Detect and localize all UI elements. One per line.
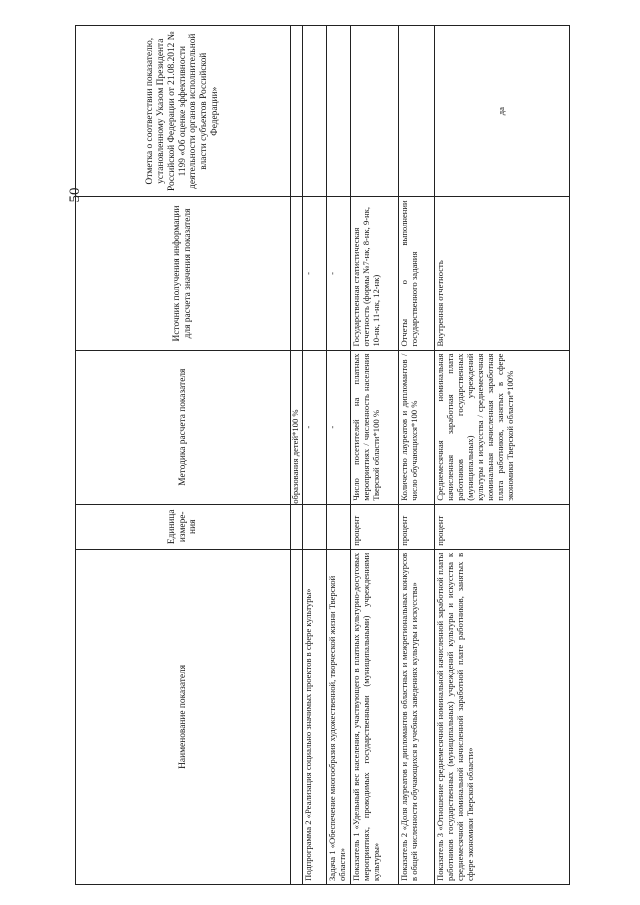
cell-source: Отчеты о выполнении государственного задания: [399, 197, 435, 350]
cell-method: -: [327, 350, 351, 504]
table-row: [351, 26, 399, 885]
cell-name: Показатель 1 «Удельный вес населения, участвующего в платных культурно-досуговых мероприятиях, проводимых государственными (муниципальными) учреждениями культуры»: [351, 549, 399, 884]
header-source: Источник получения информации для расчета значения показателя: [76, 197, 291, 350]
cell-mark: [351, 26, 399, 197]
table-row: [303, 26, 327, 885]
indicator-table-wrapper: [75, 25, 570, 885]
cell-method: -: [303, 350, 327, 504]
header-name: Наименование показателя: [76, 549, 291, 884]
cell-method: Среднемесячная номинальная начисленная заработная плата работников государственных (муниципальных) учреждений культуры и искусства / среднемесячная номинальная начисленная заработная плата работников, занятых в сфере экономики Тверской области*100%: [435, 350, 570, 504]
table-row: [435, 26, 570, 885]
cell-source: -: [327, 197, 351, 350]
table-row: [327, 26, 351, 885]
page-number: 50: [66, 187, 83, 203]
indicator-table: [75, 25, 570, 885]
cell-unit: процент: [399, 504, 435, 549]
cell-mark: да: [435, 26, 570, 197]
cell-name: Показатель 3 «Отношение среднемесячной номинальной начисленной заработной платы работников государственных (муниципальных) учреждений культуры и искусства к среднемесячной номинальной начисленной заработной плате работников, занятых в сфере экономики Тверской области»: [435, 549, 570, 884]
cell-name: Задача 1 «Обеспечение многообразия художественной, творческой жизни Тверской области»: [327, 549, 351, 884]
header-mark: Отметка о соответствии показателю, установленному Указом Президента Российской Федерации от 21.08.2012 № 1199 «Об оценке эффективности деятельности органов исполнительной власти субъектов Российской Федерации»: [76, 26, 291, 197]
cell-source: -: [303, 197, 327, 350]
cell-name: Показатель 2 «Доля лауреатов и дипломантов областных и межрегиональных конкурсов в общей численности обучающихся в учебных заведениях культуры и искусства»: [399, 549, 435, 884]
cell-method: Число посетителей на платных мероприятиях / численность населения Тверской области*100 %: [351, 350, 399, 504]
table-header-row: [76, 26, 291, 885]
cell-mark: [303, 26, 327, 197]
cell-mark: [327, 26, 351, 197]
cell-unit: [291, 504, 303, 549]
cell-source: [291, 197, 303, 350]
cell-source: Государственная статистическая отчетность (формы №7-нк, 8-нк, 9-нк, 10-нк, 11-нк, 12-нк): [351, 197, 399, 350]
header-method: Методика расчета показателя: [76, 350, 291, 504]
header-unit: Единица измере-ния: [76, 504, 291, 549]
cell-mark: [291, 26, 303, 197]
cell-mark: [399, 26, 435, 197]
cell-unit: [327, 504, 351, 549]
cell-name: Подпрограмма 2 «Реализация социально значимых проектов в сфере культуры»: [303, 549, 327, 884]
cell-unit: [303, 504, 327, 549]
table-row: [399, 26, 435, 885]
cell-unit: процент: [351, 504, 399, 549]
cell-method: образования детей*100 %: [291, 350, 303, 504]
cell-source: Внутренняя отчетность: [435, 197, 570, 350]
cell-unit: процент: [435, 504, 570, 549]
cell-method: Количество лауреатов и дипломантов / число обучающихся*100 %: [399, 350, 435, 504]
cell-name: [291, 549, 303, 884]
table-row: [291, 26, 303, 885]
